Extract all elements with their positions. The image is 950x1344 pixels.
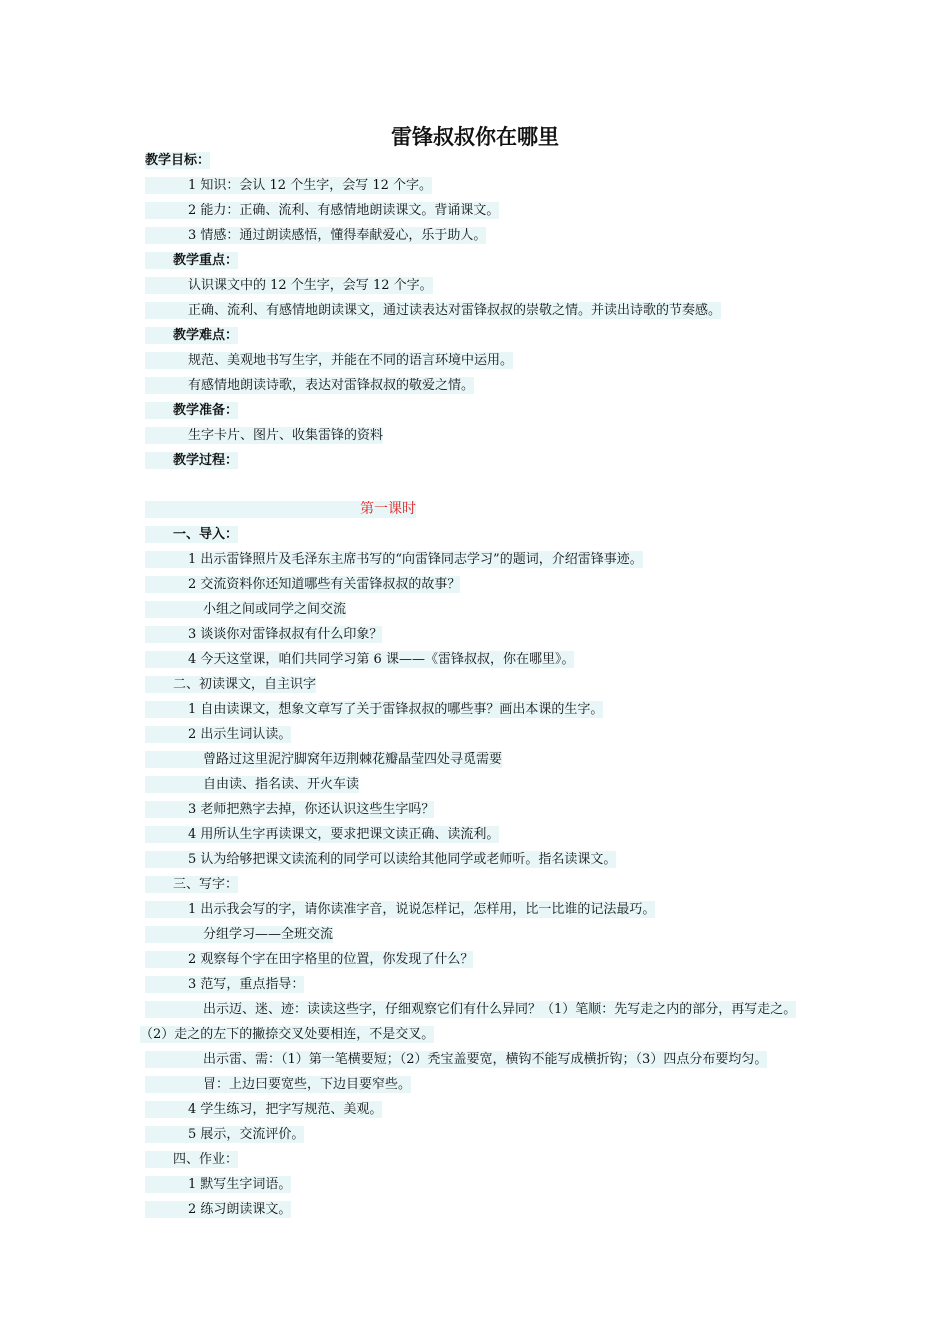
- section-intro-heading: 一、导入：: [145, 526, 238, 543]
- homework-2: 2 练习朗读课文。: [145, 1201, 291, 1218]
- heading-teaching-goals: 教学目标：: [145, 153, 211, 168]
- lesson-one-heading: 第一课时: [145, 501, 416, 518]
- intro-step-1: 1 出示雷锋照片及毛泽东主席书写的“向雷锋同志学习”的题词，介绍雷锋事迹。: [145, 551, 643, 568]
- reading-step-2: 2 出示生词认读。: [145, 726, 291, 743]
- heading-difficulties: 教学难点：: [145, 327, 238, 344]
- homework-1: 1 默写生字词语。: [145, 1176, 291, 1193]
- heading-preparation: 教学准备：: [145, 402, 238, 419]
- writing-demo-3: 冒：上边曰要宽些，下边目要窄些。: [145, 1076, 411, 1093]
- key-point-1: 认识课文中的 12 个生字，会写 12 个字。: [145, 277, 433, 294]
- goal-ability: 2 能力：正确、流利、有感情地朗读课文。背诵课文。: [145, 202, 499, 219]
- key-point-2: 正确、流利、有感情地朗读课文，通过读表达对雷锋叔叔的崇敬之情。并读出诗歌的节奏感。: [145, 302, 721, 319]
- difficulty-2: 有感情地朗读诗歌，表达对雷锋叔叔的敬爱之情。: [145, 377, 474, 394]
- section-homework-heading: 四、作业：: [145, 1151, 238, 1168]
- section-writing-heading: 三、写字：: [145, 876, 238, 893]
- reading-word-list: 曾路过这里泥泞脚窝年迈荆棘花瓣晶莹四处寻觅需要: [145, 751, 502, 768]
- goal-emotion: 3 情感：通过朗读感悟，懂得奉献爱心，乐于助人。: [145, 227, 486, 244]
- intro-step-2: 2 交流资料你还知道哪些有关雷锋叔叔的故事？: [145, 576, 460, 593]
- difficulty-1: 规范、美观地书写生字，并能在不同的语言环境中运用。: [145, 352, 513, 369]
- intro-step-2-note: 小组之间或同学之间交流: [145, 601, 346, 618]
- writing-demo-1-cont: （2）走之的左下的撇捺交叉处要相连，不是交叉。: [140, 1027, 435, 1042]
- writing-step-2: 2 观察每个字在田字格里的位置，你发现了什么？: [145, 951, 473, 968]
- writing-demo-2: 出示雷、需：（1）第一笔横要短；（2）秃宝盖要宽，横钩不能写成横折钩；（3）四点分布要均匀。: [145, 1051, 767, 1068]
- section-reading-heading: 二、初读课文，自主识字: [145, 676, 316, 693]
- heading-key-points: 教学重点：: [145, 252, 238, 269]
- preparation-items: 生字卡片、图片、收集雷锋的资料: [145, 427, 383, 444]
- intro-step-4: 4 今天这堂课，咱们共同学习第 6 课——《雷锋叔叔，你在哪里》。: [145, 651, 574, 668]
- writing-step-1: 1 出示我会写的字，请你读准字音，说说怎样记，怎样用，比一比谁的记法最巧。: [145, 901, 655, 918]
- writing-step-3: 3 范写，重点指导：: [145, 976, 304, 993]
- reading-step-1: 1 自由读课文，想象文章写了关于雷锋叔叔的哪些事？画出本课的生字。: [145, 701, 603, 718]
- writing-step-5: 5 展示，交流评价。: [145, 1126, 304, 1143]
- heading-process: 教学过程：: [145, 452, 238, 469]
- reading-step-4: 4 用所认生字再读课文，要求把课文读正确、读流利。: [145, 826, 499, 843]
- writing-step-1-note: 分组学习——全班交流: [145, 926, 333, 943]
- reading-step-3: 3 老师把熟字去掉，你还认识这些生字吗？: [145, 801, 434, 818]
- document-title: 雷锋叔叔你在哪里: [391, 125, 559, 149]
- goal-knowledge: 1 知识：会认 12 个生字，会写 12 个字。: [145, 177, 432, 194]
- reading-methods: 自由读、指名读、开火车读: [145, 776, 359, 793]
- reading-step-5: 5 认为给够把课文读流利的同学可以读给其他同学或老师听。指名读课文。: [145, 851, 616, 868]
- writing-demo-1: 出示迈、迷、迹：读读这些字，仔细观察它们有什么异同？（1）笔顺：先写走之内的部分，再写走之。: [145, 1001, 796, 1018]
- intro-step-3: 3 谈谈你对雷锋叔叔有什么印象？: [145, 626, 382, 643]
- writing-step-4: 4 学生练习，把字写规范、美观。: [145, 1101, 382, 1118]
